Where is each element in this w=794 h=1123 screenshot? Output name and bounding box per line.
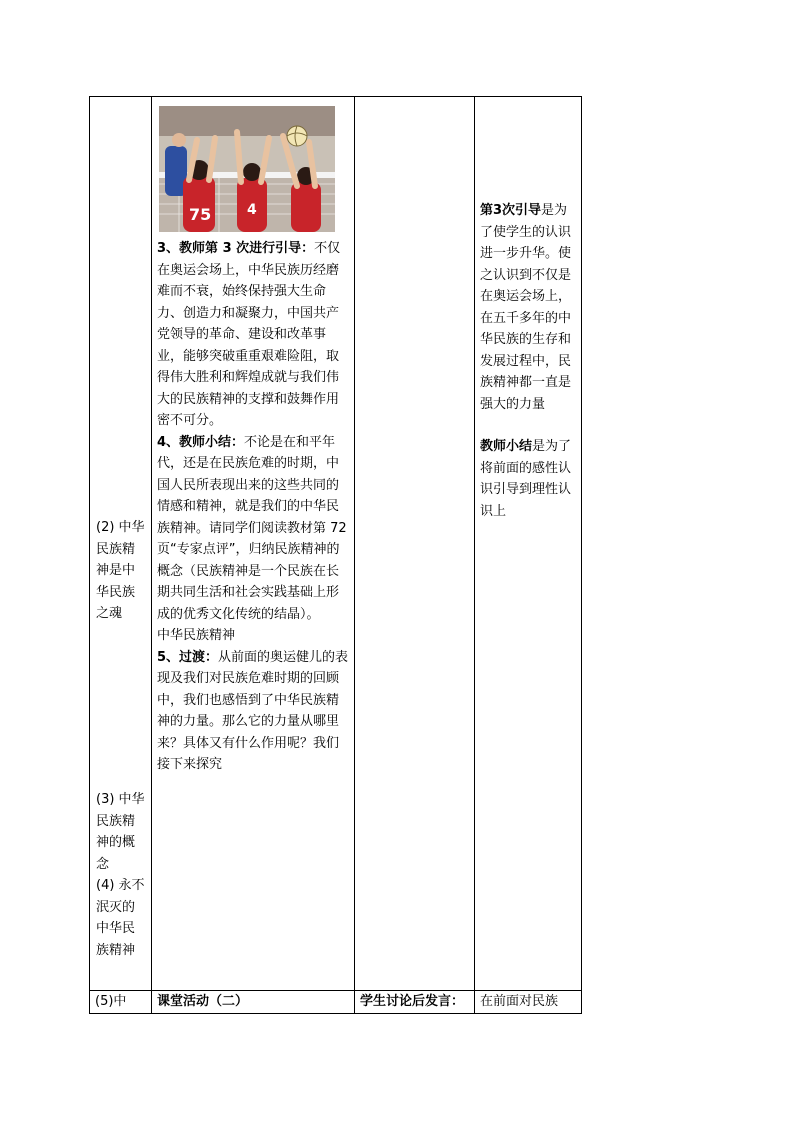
intent-note-1: 第3次引导是为了使学生的认识进一步升华。使之认识到不仅是在奥运会场上，在五千多年的中华民族的生存和发展过程中，民族精神都一直是强大的力量 <box>480 203 572 412</box>
volleyball-photo <box>159 106 335 232</box>
last-row-student: 学生讨论后发言： <box>355 991 475 1014</box>
last-row-activity: 课堂活动（二） <box>152 991 355 1014</box>
table-row <box>90 991 582 1014</box>
table-row <box>90 97 582 991</box>
paragraph-4: 4、教师小结：不论是在和平年代，还是在民族危难的时期，中国人民所表现出来的这些共同的情感和精神，就是我们的中华民族精神。请同学们阅读教材第 72 页“专家点评”，归纳民族精神的概念（民族精神是一个民族在长期共同生活和社会实践基础上形成的优秀文化传统的结晶）。 <box>157 434 347 622</box>
last-row-topic: (5)中 <box>90 991 152 1014</box>
topic-label-2: (2) 中华民族精神是中华民族之魂 <box>96 520 145 621</box>
svg-text:75: 75 <box>189 205 212 224</box>
svg-text:4: 4 <box>247 202 257 218</box>
topic-label-4: (4) 永不泯灭的中华民族精神 <box>96 878 145 958</box>
intent-note-2: 教师小结是为了将前面的感性认识引导到理性认识上 <box>480 439 572 519</box>
topic-cell <box>90 97 152 991</box>
topic-label-3: (3) 中华民族精神的概念 <box>96 792 145 872</box>
lesson-plan-table <box>89 96 582 1014</box>
teaching-process-cell <box>152 97 355 991</box>
volleyball-icon <box>287 126 307 146</box>
last-row-intent: 在前面对民族 <box>475 991 582 1014</box>
paragraph-3: 3、教师第 3 次进行引导：不仅在奥运会场上，中华民族历经磨难而不衰，始终保持强大生命力、创造力和凝聚力，中国共产党领导的革命、建设和改革事业，能够突破重重艰难险阻，取得伟大胜利和辉煌成就与我们伟大的民族精神的支撑和鼓舞作用密不可分。 <box>157 241 341 428</box>
design-intent-cell <box>475 97 582 991</box>
student-activity-cell <box>355 97 475 991</box>
paragraph-5: 5、过渡：从前面的奥运健儿的表现及我们对民族危难时期的回顾中，我们也感悟到了中华民族精神的力量。那么它的力量从哪里来？具体又有什么作用呢？我们接下来探究 <box>157 649 349 772</box>
paragraph-4-extra: 中华民族精神 <box>157 628 236 643</box>
